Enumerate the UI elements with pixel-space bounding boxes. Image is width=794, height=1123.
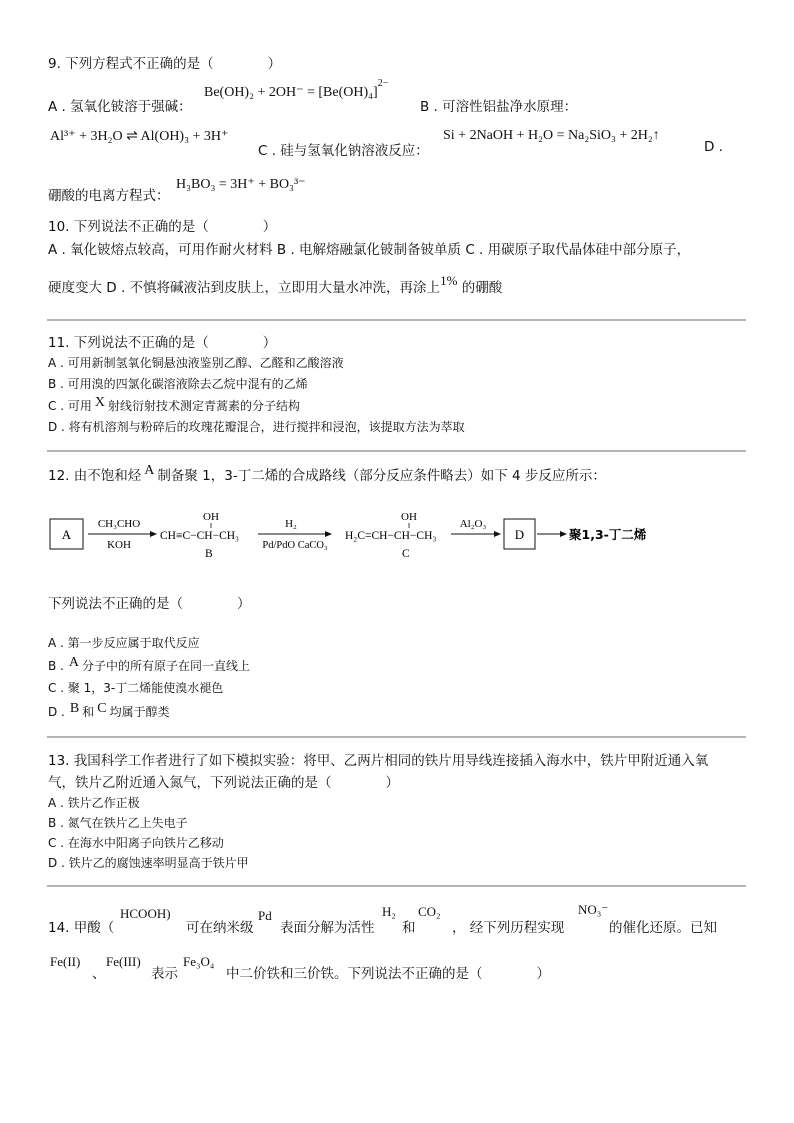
q12-stem-text: 制备聚 1，3-丁二烯的合成路线（部分反应条件略去）如下 4 步反应所示：: [157, 468, 606, 484]
q10-options-line2: [48, 273, 503, 296]
q14-co2: CO₂: [418, 904, 441, 919]
q9-option-b-label: B . 可溶性铝盐净水原理：: [420, 99, 578, 115]
q9-stem: 9. 下列方程式不正确的是（ ）: [48, 56, 282, 72]
q13-option-a: A . 铁片乙作正极: [48, 796, 140, 810]
scheme-arrowhead-1: [150, 531, 157, 537]
q11-c-x: X: [94, 395, 105, 410]
q14-text-5: ， 经下列历程实现: [452, 920, 565, 936]
scheme-arrow-2-condition: Pd/PdO CaCO₃: [262, 540, 328, 551]
q14-text-3: 表面分解为活性: [280, 920, 375, 936]
scheme-arrowhead-3: [494, 531, 501, 537]
scheme-arrowhead-4: [560, 531, 567, 537]
q14-hcooh: HCOOH): [120, 906, 171, 921]
q9-option-a-equation: [204, 78, 389, 101]
q12-option-b: [48, 657, 250, 675]
q9-option-b-equation: Al³⁺ + 3H₂O ⇌ Al(OH)₃ + 3H⁺: [50, 129, 229, 144]
q12-b-a: A: [68, 655, 79, 670]
q12-stem-a: A: [144, 463, 155, 478]
q12-stem: [48, 464, 606, 485]
q13-stem-line1: 13. 我国科学工作者进行了如下模拟实验：将甲、乙两片相同的铁片用导线连接插入海水中，铁片甲附近通入氧: [48, 753, 709, 769]
q9-option-d-label: D .: [704, 139, 723, 155]
scheme-arrowhead-2: [325, 531, 332, 537]
q12-reaction-scheme: [46, 505, 656, 565]
q10-percent: 1%: [440, 273, 458, 288]
q13-option-b: B . 氮气在铁片乙上失电子: [48, 816, 188, 830]
q9-option-d-text: 硼酸的电离方程式：: [48, 188, 170, 204]
scheme-arrow-3-reagent: Al₂O₃: [459, 518, 487, 530]
q10-stem: 10. 下列说法不正确的是（ ）: [48, 219, 277, 235]
scheme-b-formula: CH≡C−CH−CH₃: [160, 530, 240, 542]
scheme-box-a-text: A: [61, 527, 72, 542]
divider: [47, 885, 746, 887]
q12-option-d: [48, 703, 170, 721]
scheme-arrow-2-reagent: H₂: [285, 518, 297, 530]
q13-option-d: D . 铁片乙的腐蚀速率明显高于铁片甲: [48, 856, 249, 870]
q9-option-a-label: A . 氢氧化铍溶于强碱：: [48, 99, 192, 115]
scheme-product: 聚1,3-丁二烯: [569, 527, 647, 542]
scheme-b-label: B: [205, 548, 213, 560]
q14-text-4: 和: [402, 920, 416, 936]
q9-option-d-equation: H₃BO₃ = 3H⁺ + BO₃³⁻: [176, 177, 306, 192]
scheme-box-d-text: D: [514, 527, 525, 542]
divider: [47, 736, 746, 738]
q14-fe3: Fe(III): [106, 954, 141, 969]
q14-text-1: 14. 甲酸（: [48, 920, 115, 936]
scheme-c-label: C: [402, 548, 410, 560]
q14-h2: H₂: [382, 904, 396, 919]
q14-pd: Pd: [258, 908, 272, 923]
q12-d-b: B: [69, 701, 80, 716]
q12-d-prefix: D .: [48, 705, 65, 719]
scheme-arrow-1-condition: KOH: [107, 539, 131, 551]
q14-fe2: Fe(II): [50, 954, 81, 969]
divider: [47, 450, 746, 452]
scheme-c-oh: OH: [401, 511, 417, 523]
q14-fe3o4: Fe₃O₄: [183, 954, 215, 969]
q11-stem: 11. 下列说法不正确的是（ ）: [48, 335, 277, 351]
q9-a-eq-charge: 2−: [377, 78, 389, 89]
q14-text-6: 的催化还原。已知: [609, 920, 717, 936]
q14-text-8: 表示: [151, 966, 178, 982]
scheme-b-oh: OH: [203, 511, 219, 523]
q11-option-d: D . 将有机溶剂与粉碎后的玫瑰花瓣混合，进行搅拌和浸泡，该提取方法为萃取: [48, 420, 465, 434]
q12-d-and: 和: [82, 705, 95, 719]
q11-option-c: [48, 397, 300, 415]
q12-b-prefix: B .: [48, 659, 64, 673]
q12-stem-prefix: 12. 由不饱和烃: [48, 468, 142, 484]
q14-text-7: 、: [92, 966, 106, 982]
q11-option-a: A . 可用新制氢氧化铜悬浊液鉴别乙醇、乙醛和乙酸溶液: [48, 356, 344, 370]
scheme-c-formula: H₂C=CH−CH−CH₃: [345, 530, 437, 542]
q12-sub-stem: 下列说法不正确的是（ ）: [48, 596, 251, 612]
q9-a-eq-body: Be(OH)₂ + 2OH⁻ = [Be(OH)₄]: [204, 85, 378, 100]
q11-c-text: 射线衍射技术测定青蒿素的分子结构: [107, 399, 300, 413]
q10-line2-tail: 的硼酸: [461, 280, 503, 296]
divider: [47, 319, 746, 321]
q14-text-2: 可在纳米级: [186, 920, 254, 936]
q10-options-line1: A . 氧化铍熔点较高，可用作耐火材料 B . 电解熔融氯化铍制备铍单质 C . 用碳原子取代晶体硅中部分原子，: [48, 242, 691, 258]
q13-stem-line2: 气，铁片乙附近通入氮气，下列说法正确的是（ ）: [48, 775, 399, 791]
q12-b-text: 分子中的所有原子在同一直线上: [82, 659, 251, 673]
q14-text-9: 中二价铁和三价铁。下列说法不正确的是（ ）: [226, 966, 550, 982]
q9-option-c-label: C . 硅与氢氧化钠溶液反应：: [258, 143, 429, 159]
q13-option-c: C . 在海水中阳离子向铁片乙移动: [48, 836, 224, 850]
q14-no3: NO₃⁻: [578, 902, 609, 917]
q11-c-prefix: C . 可用: [48, 399, 92, 413]
scheme-arrow-1-reagent: CH₃CHO: [97, 518, 141, 530]
q11-option-b: B . 可用溴的四氯化碳溶液除去乙烷中混有的乙烯: [48, 377, 308, 391]
q10-line2-text: 硬度变大 D . 不慎将碱液沾到皮肤上，立即用大量水冲洗，再涂上: [48, 280, 441, 296]
q12-d-text: 均属于醇类: [109, 705, 170, 719]
q9-option-c-equation: Si + 2NaOH + H₂O = Na₂SiO₃ + 2H₂↑: [443, 128, 660, 143]
q12-d-c: C: [97, 701, 107, 716]
q12-option-a: A . 第一步反应属于取代反应: [48, 636, 200, 650]
q12-option-c: C . 聚 1，3-丁二烯能使溴水褪色: [48, 681, 224, 695]
